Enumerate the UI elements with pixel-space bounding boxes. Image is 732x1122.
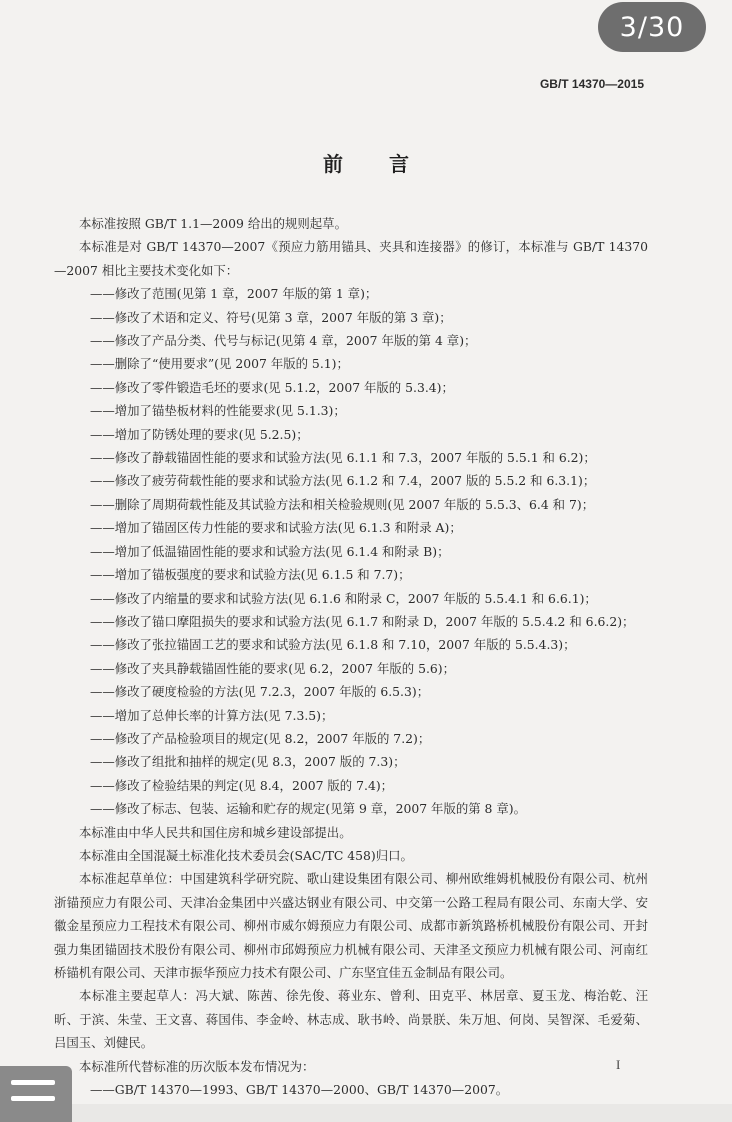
list-item: ——增加了锚板强度的要求和试验方法(见 6.1.5 和 7.7)； xyxy=(90,567,411,583)
list-item: ——修改了内缩量的要求和试验方法(见 6.1.6 和附录 C，2007 年版的 5.5.4.1 和 6.6.1)； xyxy=(90,590,597,606)
list-item: ——修改了检验结果的判定(见 8.4，2007 版的 7.4)； xyxy=(90,777,394,793)
list-item: ——修改了标志、包装、运输和贮存的规定(见第 9 章，2007 年版的第 8 章)。 xyxy=(90,801,526,817)
document-body xyxy=(54,212,648,1101)
list-item: ——修改了硬度检验的方法(见 7.2.3，2007 年版的 6.5.3)； xyxy=(90,684,430,700)
intro-paragraph-1: 本标准按照 GB/T 1.1—2009 给出的规则起草。 xyxy=(79,216,347,231)
list-item: ——增加了低温锚固性能的要求和试验方法(见 6.1.4 和附录 B)； xyxy=(90,543,450,559)
list-item: ——修改了静载锚固性能的要求和试验方法(见 6.1.1 和 7.3，2007 年版的 5.5.1 和 6.2)； xyxy=(90,450,596,466)
intro-paragraph-2: 本标准是对 GB/T 14370—2007《预应力筋用锚具、夹具和连接器》的修订，本标准与 GB/T 14370—2007 相比主要技术变化如下： xyxy=(54,239,648,278)
list-item: ——修改了夹具静载锚固性能的要求(见 6.2，2007 年版的 5.6)； xyxy=(90,660,456,676)
list-item: ——修改了组批和抽样的规定(见 8.3，2007 版的 7.3)； xyxy=(90,754,406,770)
list-item: ——删除了“使用要求”(见 2007 年版的 5.1)； xyxy=(90,356,349,372)
list-item: ——修改了产品检验项目的规定(见 8.2，2007 年版的 7.2)； xyxy=(90,730,431,746)
list-item: ——修改了疲劳荷载性能的要求和试验方法(见 6.1.2 和 7.4，2007 版的 5.5.2 和 6.3.1)； xyxy=(90,473,596,489)
list-item: ——修改了范围(见第 1 章，2007 年版的第 1 章)； xyxy=(90,286,378,302)
list-item: ——修改了术语和定义、符号(见第 3 章，2007 年版的第 3 章)； xyxy=(90,309,452,325)
list-item: ——修改了零件锻造毛坯的要求(见 5.1.2，2007 年版的 5.3.4)； xyxy=(90,379,454,395)
list-item: ——增加了锚固区传力性能的要求和试验方法(见 6.1.3 和附录 A)； xyxy=(90,520,462,536)
committee-paragraph: 本标准由全国混凝土标准化技术委员会(SAC/TC 458)归口。 xyxy=(79,847,413,863)
list-item: ——修改了张拉锚固工艺的要求和试验方法(见 6.1.8 和 7.10，2007 年版的 5.5.4.3)； xyxy=(90,637,576,653)
history-item: ——GB/T 14370—1993、GB/T 14370—2000、GB/T 14370—2007。 xyxy=(90,1082,509,1098)
list-item: ——增加了总伸长率的计算方法(见 7.3.5)； xyxy=(90,707,334,723)
history-intro-paragraph: 本标准所代替标准的历次版本发布情况为： xyxy=(79,1058,315,1074)
list-item: ——修改了产品分类、代号与标记(见第 4 章，2007 年版的第 4 章)； xyxy=(90,333,477,349)
list-item: ——删除了周期荷载性能及其试验方法和相关检验规则(见 2007 年版的 5.5.3、6.4 和 7)； xyxy=(90,496,595,512)
page-indicator-badge: 3/30 xyxy=(598,2,706,52)
drafting-units-paragraph: 本标准起草单位：中国建筑科学研究院、歌山建设集团有限公司、柳州欧维姆机械股份有限公司、杭州浙锚预应力有限公司、天津冶金集团中兴盛达钢业有限公司、中交第一公路工程局有限公司、东南大学、安徽金星预应力工程技术有限公司、柳州市威尔姆预应力有限公司、成都市新筑路桥机械股份有限公司、开封强力集团锚固技术股份有限公司、柳州市邱姆预应力机械有限公司、天津圣文预应力机械有限公司、河南红桥锚机有限公司、天津市振华预应力技术有限公司、广东坚宜佳五金制品有限公司。 xyxy=(54,871,648,980)
bottom-toolbar-strip xyxy=(72,1104,732,1122)
menu-button[interactable] xyxy=(0,1066,72,1122)
standard-number-header: GB/T 14370—2015 xyxy=(539,77,644,91)
changes-list xyxy=(54,282,648,820)
proposer-paragraph: 本标准由中华人民共和国住房和城乡建设部提出。 xyxy=(79,824,352,840)
section-title: 前言 xyxy=(323,152,455,176)
page-number: I xyxy=(616,1057,621,1072)
list-item: ——修改了锚口摩阻损失的要求和试验方法(见 6.1.7 和附录 D，2007 年版的 5.5.4.2 和 6.6.2)； xyxy=(90,613,635,629)
list-item: ——增加了锚垫板材料的性能要求(见 5.1.3)； xyxy=(90,403,346,419)
drafters-paragraph: 本标准主要起草人：冯大斌、陈茜、徐先俊、蒋业东、曾利、田克平、林居章、夏玉龙、梅治乾、汪昕、于滨、朱莹、王文喜、蒋国伟、李金岭、林志成、耿书岭、尚景朕、朱万旭、何岗、吴智深、毛爱菊、吕国玉、刘健民。 xyxy=(54,988,648,1051)
list-item: ——增加了防锈处理的要求(见 5.2.5)； xyxy=(90,426,309,442)
